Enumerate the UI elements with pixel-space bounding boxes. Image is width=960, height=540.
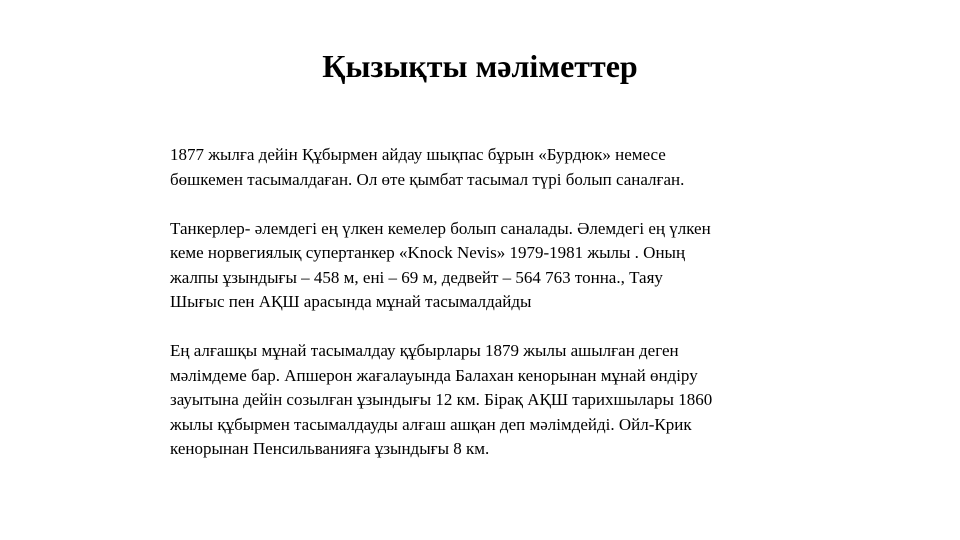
paragraph-pipeline-history xyxy=(170,143,830,192)
paragraph-tankers xyxy=(170,217,830,315)
text-line: бөшкемен тасымалдаған. Ол өте қымбат тасымал түрі болып саналған. xyxy=(170,169,685,189)
text-line: 1877 жылға дейін Құбырмен айдау шықпас бұрын «Бурдюк» немесе xyxy=(170,145,666,164)
text-line: жалпы ұзындығы – 458 м, ені – 69 м, дедвейт – 564 763 тонна., Таяу xyxy=(170,267,663,287)
slide-body xyxy=(170,143,830,462)
paragraph-first-pipelines xyxy=(170,339,830,462)
text-line: Ең алғашқы мұнай тасымалдау құбырлары 1879 жылы ашылған деген xyxy=(170,341,679,360)
slide-title: Қызықты мәліметтер xyxy=(322,48,638,84)
text-line: Танкерлер- әлемдегі ең үлкен кемелер болып саналады. Әлемдегі ең үлкен xyxy=(170,218,711,238)
text-line: жылы құбырмен тасымалдауды алғаш ашқан деп мәлімдейді. Ойл-Крик xyxy=(170,414,692,434)
text-line: кенорынан Пенсильванияға ұзындығы 8 км. xyxy=(170,439,490,458)
text-line: мәлімдеме бар. Апшерон жағалауында Балахан кенорынан мұнай өндіру xyxy=(170,365,698,385)
text-line: Шығыс пен АҚШ арасында мұнай тасымалдайды xyxy=(170,292,532,311)
text-line: кеме норвегиялық супертанкер «Knock Nevis» 1979-1981 жылы . Оның xyxy=(170,243,686,262)
text-line: зауытына дейін созылған ұзындығы 12 км. Бірақ АҚШ тарихшылары 1860 xyxy=(170,390,713,409)
